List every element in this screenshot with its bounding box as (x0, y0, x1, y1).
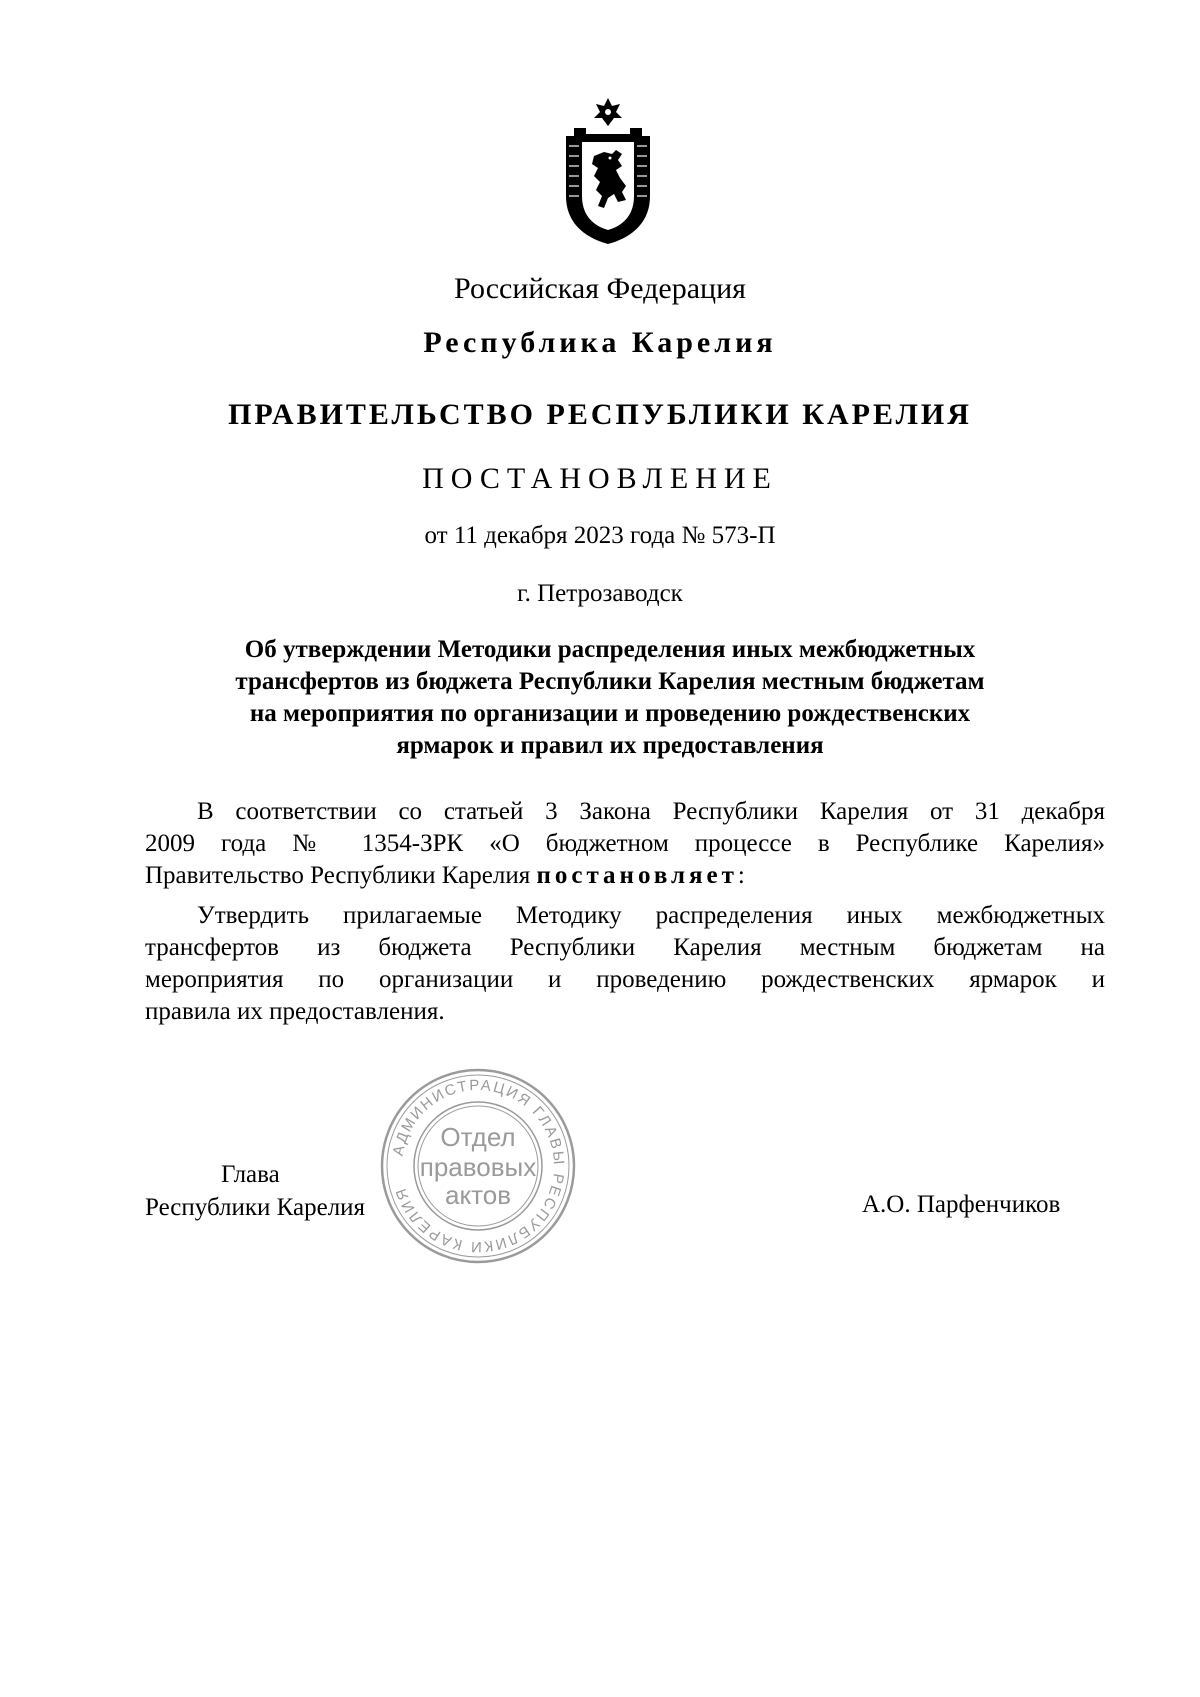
government-name: ПРАВИТЕЛЬСТВО РЕСПУБЛИКИ КАРЕЛИЯ (228, 398, 972, 431)
preamble-paragraph (145, 796, 1105, 892)
paragraph-line: правила их предоставления. (145, 998, 445, 1025)
document-title (150, 634, 1070, 762)
title-line: Об утверждении Методики распределения иных межбюджетных (244, 636, 976, 663)
resolution-suffix: : (737, 862, 745, 889)
stamp-line: Отдел (440, 1122, 516, 1152)
karelia-coat-of-arms-icon (560, 96, 656, 246)
title-line: ярмарок и правил их предоставления (396, 732, 824, 759)
title-line: на мероприятия по организации и проведению рождественских (249, 700, 971, 727)
document-type: ПОСТАНОВЛЕНИЕ (422, 462, 778, 495)
paragraph-line: В соответствии со статьей 3 Закона Республики Карелия от 31 декабря (197, 798, 1105, 825)
paragraph-line: трансфертов из бюджета Республики Карелия местным бюджетам на (145, 934, 1105, 961)
paragraph-line: 2009 года № 1354-ЗРК «О бюджетном процессе в Республике Карелия» (145, 830, 1105, 857)
paragraph-line: мероприятия по организации и проведению рождественских ярмарок и (145, 966, 1105, 993)
stamp-ring-text: АДМИНИСТРАЦИЯ ГЛАВЫ РЕСПУБЛИКИ КАРЕЛИЯ (389, 1076, 568, 1256)
paragraph-line: Утвердить прилагаемые Методику распределения иных межбюджетных (197, 902, 1105, 929)
document-city: г. Петрозаводск (517, 580, 683, 607)
resolution-prefix: Правительство Республики Карелия (145, 862, 537, 889)
republic-name: Республика Карелия (423, 326, 777, 359)
signatory-name: А.О. Парфенчиков (862, 1191, 1061, 1218)
resolution-paragraph (145, 900, 1105, 1028)
stamp-line: актов (444, 1180, 512, 1210)
resolution-verb: постановляет (536, 862, 738, 889)
stamp-line: правовых (419, 1152, 537, 1182)
legal-department-stamp-icon (378, 1066, 578, 1266)
title-line: трансфертов из бюджета Республики Карелия местным бюджетам (235, 668, 985, 695)
document-date-number: от 11 декабря 2023 года № 573-П (424, 522, 776, 549)
country-name: Российская Федерация (454, 272, 746, 305)
position-line: Глава (221, 1161, 280, 1188)
paragraph-line (145, 860, 1105, 892)
signatory-position (145, 1158, 365, 1224)
position-line: Республики Карелия (145, 1194, 366, 1221)
